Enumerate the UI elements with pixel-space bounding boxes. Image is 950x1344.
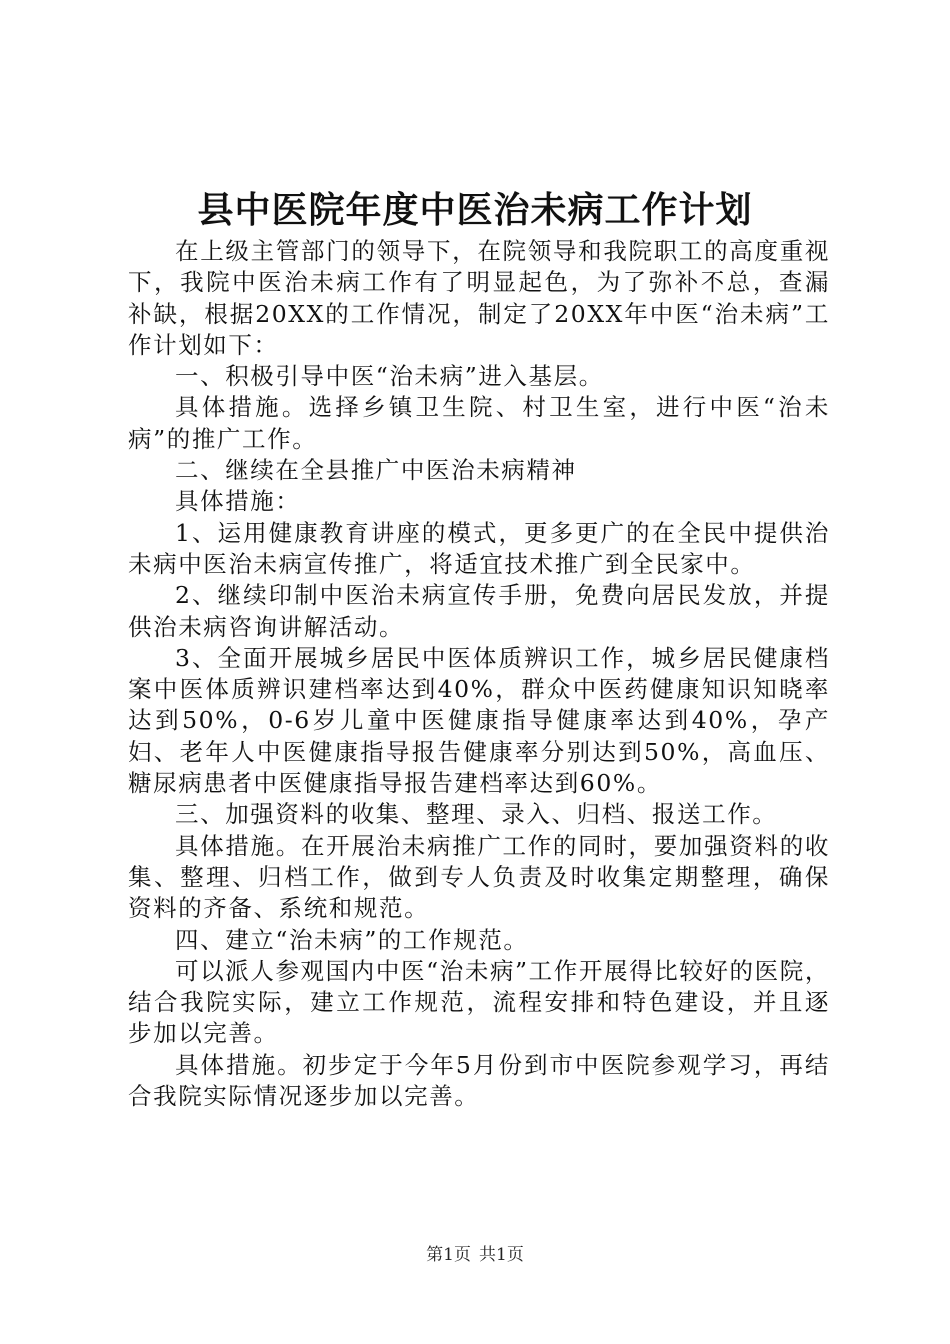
list-item-1: 1、运用健康教育讲座的模式，更多更广的在全民中提供治未病中医治未病宣传推广，将适宜技术推广到全民家中。 (128, 518, 830, 578)
list-item-3: 3、全面开展城乡居民中医体质辨识工作，城乡居民健康档案中医体质辨识建档率达到40%，群众中医药健康知识知晓率达到50%，0-6岁儿童中医健康指导健康率达到40%，孕产妇、老年人中医健康指导报告健康率分别达到50%，高血压、糖尿病患者中医健康指导报告建档率达到60%。 (128, 643, 830, 798)
page-total: 共1页 (479, 1245, 524, 1265)
page-footer (0, 1244, 950, 1266)
paragraph-measure-1: 具体措施。选择乡镇卫生院、村卫生室，进行中医“治未病”的推广工作。 (128, 393, 830, 453)
paragraph-intro: 在上级主管部门的领导下，在院领导和我院职工的高度重视下，我院中医治未病工作有了明显起色，为了弥补不总，查漏补缺，根据20XX的工作情况，制定了20XX年中医“治未病”工作计划如下： (128, 237, 830, 359)
document-body (128, 236, 830, 1112)
paragraph-measure-label: 具体措施： (175, 487, 301, 516)
paragraph-measure-4: 具体措施。初步定于今年5月份到市中医院参观学习，再结合我院实际情况逐步加以完善。 (128, 1050, 830, 1111)
section-heading-2: 二、继续在全县推广中医治未病精神 (175, 456, 577, 485)
list-item-2: 2、继续印制中医治未病宣传手册，免费向居民发放，并提供治未病咨询讲解活动。 (128, 581, 830, 641)
section-heading-1: 一、积极引导中医“治未病”进入基层。 (175, 362, 604, 391)
section-heading-3: 三、加强资料的收集、整理、录入、归档、报送工作。 (175, 800, 778, 829)
section-heading-4: 四、建立“治未病”的工作规范。 (175, 925, 529, 954)
paragraph-section-4: 可以派人参观国内中医“治未病”工作开展得比较好的医院，结合我院实际，建立工作规范，流程安排和特色建设，并且逐步加以完善。 (128, 956, 830, 1048)
document-title: 县中医院年度中医治未病工作计划 (197, 189, 753, 231)
page-number: 第1页 (426, 1245, 471, 1265)
paragraph-measure-3: 具体措施。在开展治未病推广工作的同时，要加强资料的收集、整理、归档工作，做到专人负责及时收集定期整理，确保资料的齐备、系统和规范。 (128, 831, 830, 923)
